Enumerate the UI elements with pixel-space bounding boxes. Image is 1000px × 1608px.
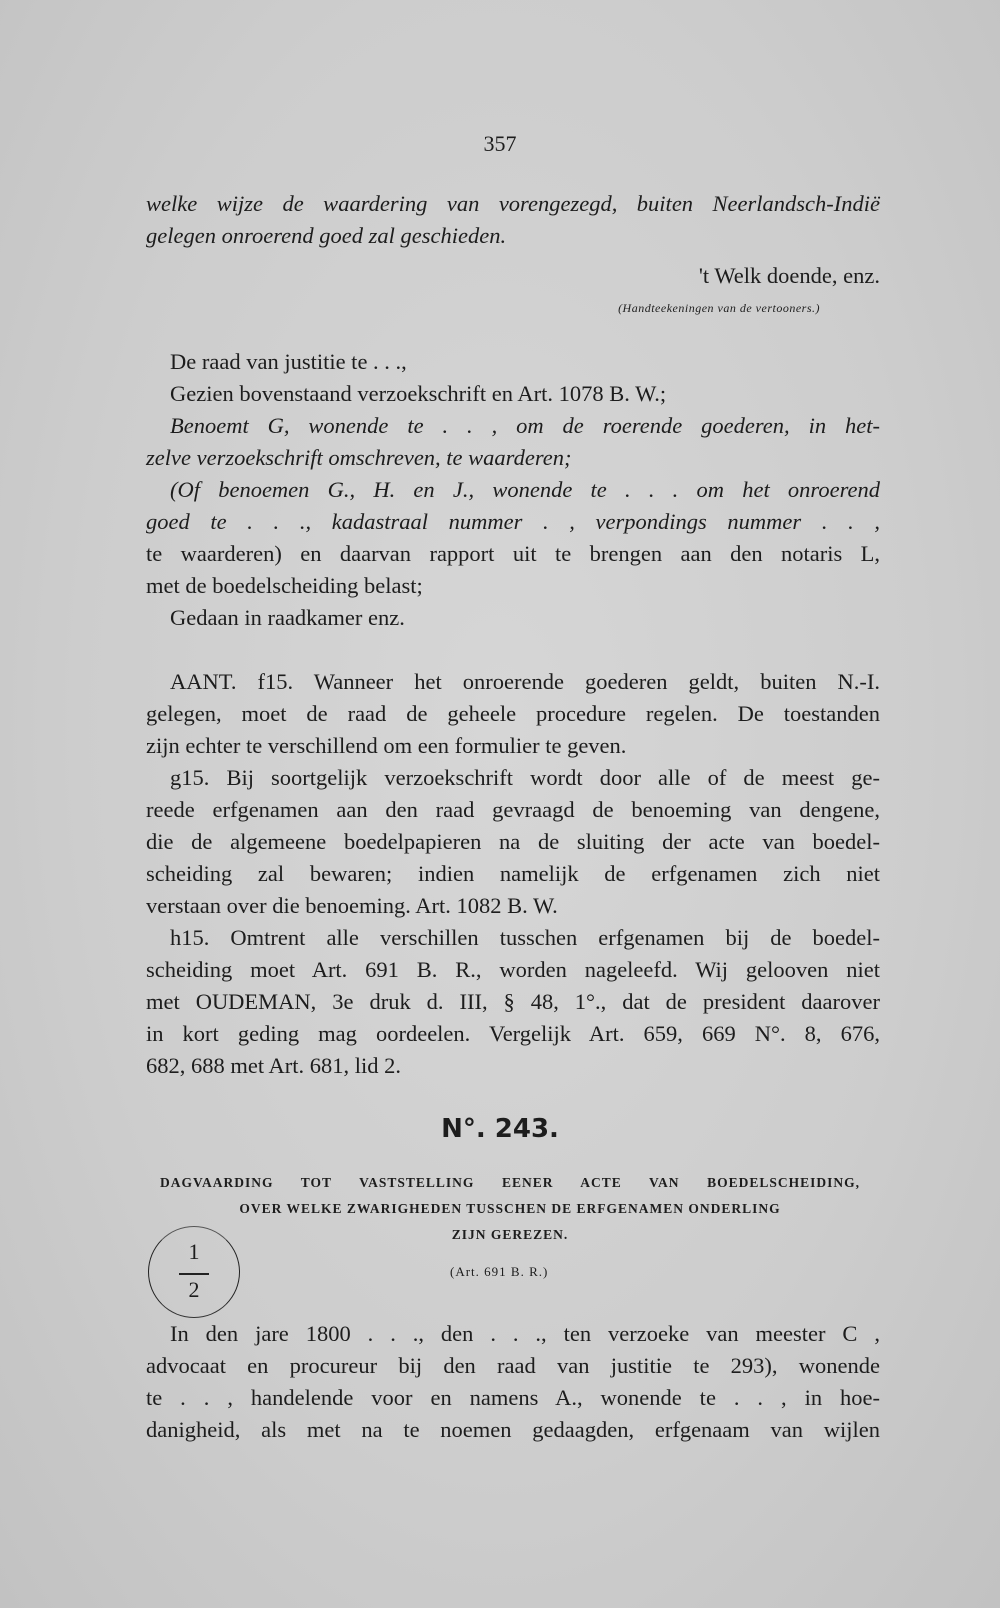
text-line: AANT. f15. Wanneer het onroerende goederen geldt, buiten N.-I. <box>170 669 880 694</box>
body-paragraph <box>146 1318 880 1446</box>
text-line: In den jare 1800 . . ., den . . ., ten verzoeke van meester C , <box>170 1321 880 1346</box>
text-line: g15. Bij soortgelijk verzoekschrift wordt door alle of de meest ge- <box>170 765 880 790</box>
text-line: (Of benoemen G., H. en J., wonende te . . . om het onroerend <box>170 477 880 502</box>
signature-note <box>146 296 880 320</box>
text-line: danigheid, als met na te noemen gedaagden, erfgenaam van wijlen <box>146 1417 880 1442</box>
article-reference: (Art. 691 B. R.) <box>450 1264 549 1279</box>
text-line: goed te . . ., kadastraal nummer . , verpondings nummer . . , <box>146 509 880 534</box>
text-line: gelegen onroerend goed zal geschieden. <box>146 223 507 248</box>
text-line: h15. Omtrent alle verschillen tusschen erfgenamen bij de boedel- <box>170 925 880 950</box>
decree-block <box>146 346 880 634</box>
text-line: Gedaan in raadkamer enz. <box>170 605 405 630</box>
text-line: gelegen, moet de raad de geheele procedure regelen. De toestanden <box>146 701 880 726</box>
title-line: DAGVAARDING TOT VASTSTELLING EENER ACTE VAN BOEDELSCHEIDING, <box>160 1175 860 1190</box>
text-line: reede erfgenamen aan den raad gevraagd de benoeming van dengene, <box>146 797 880 822</box>
section-title <box>160 1170 860 1248</box>
fraction-stamp <box>148 1226 240 1318</box>
text-line: met OUDEMAN, 3e druk d. III, § 48, 1°., dat de president daarover <box>146 989 880 1014</box>
text-line: verstaan over die benoeming. Art. 1082 B. W. <box>146 893 558 918</box>
text-line: te waarderen) en daarvan rapport uit te brengen aan den notaris L, <box>146 541 880 566</box>
text-line: 682, 688 met Art. 681, lid 2. <box>146 1053 401 1078</box>
text-line: zijn echter te verschillend om een formulier te geven. <box>146 733 627 758</box>
notes-block <box>146 666 880 1082</box>
text-line: 't Welk doende, enz. <box>698 263 880 288</box>
text-line: zelve verzoekschrift omschreven, te waarderen; <box>146 445 572 470</box>
title-line: OVER WELKE ZWARIGHEDEN TUSSCHEN DE ERFGENAMEN ONDERLING <box>239 1201 781 1216</box>
text-line: met de boedelscheiding belast; <box>146 573 423 598</box>
section-number: N°. 243. <box>441 1114 559 1144</box>
text-line: (Handteekeningen van de vertooners.) <box>618 301 820 315</box>
title-line: ZIJN GEREZEN. <box>451 1227 569 1242</box>
closing-formula <box>146 260 880 292</box>
text-line: scheiding zal bewaren; indien namelijk de erfgenamen zich niet <box>146 861 880 886</box>
text-line: scheiding moet Art. 691 B. R., worden nageleefd. Wij gelooven niet <box>146 957 880 982</box>
stamp-denominator: 2 <box>188 1277 200 1302</box>
text-line: De raad van justitie te . . ., <box>170 349 407 374</box>
page-number: 357 <box>483 131 517 156</box>
text-line: die de algemeene boedelpapieren na de sluiting der acte van boedel- <box>146 829 880 854</box>
text-line: te . . , handelende voor en namens A., wonende te . . , in hoe- <box>146 1385 880 1410</box>
text-line: advocaat en procureur bij den raad van justitie te 293), wonende <box>146 1353 880 1378</box>
text-line: welke wijze de waardering van vorengezegd, buiten Neerlandsch-Indië <box>146 191 880 216</box>
text-line: in kort geding mag oordeelen. Vergelijk Art. 659, 669 N°. 8, 676, <box>146 1021 880 1046</box>
intro-paragraph <box>146 188 880 252</box>
text-line: Gezien bovenstaand verzoekschrift en Art. 1078 B. W.; <box>170 381 667 406</box>
text-line: Benoemt G, wonende te . . , om de roerende goederen, in het- <box>170 413 880 438</box>
stamp-fraction-bar <box>179 1273 209 1275</box>
stamp-numerator: 1 <box>188 1239 200 1264</box>
